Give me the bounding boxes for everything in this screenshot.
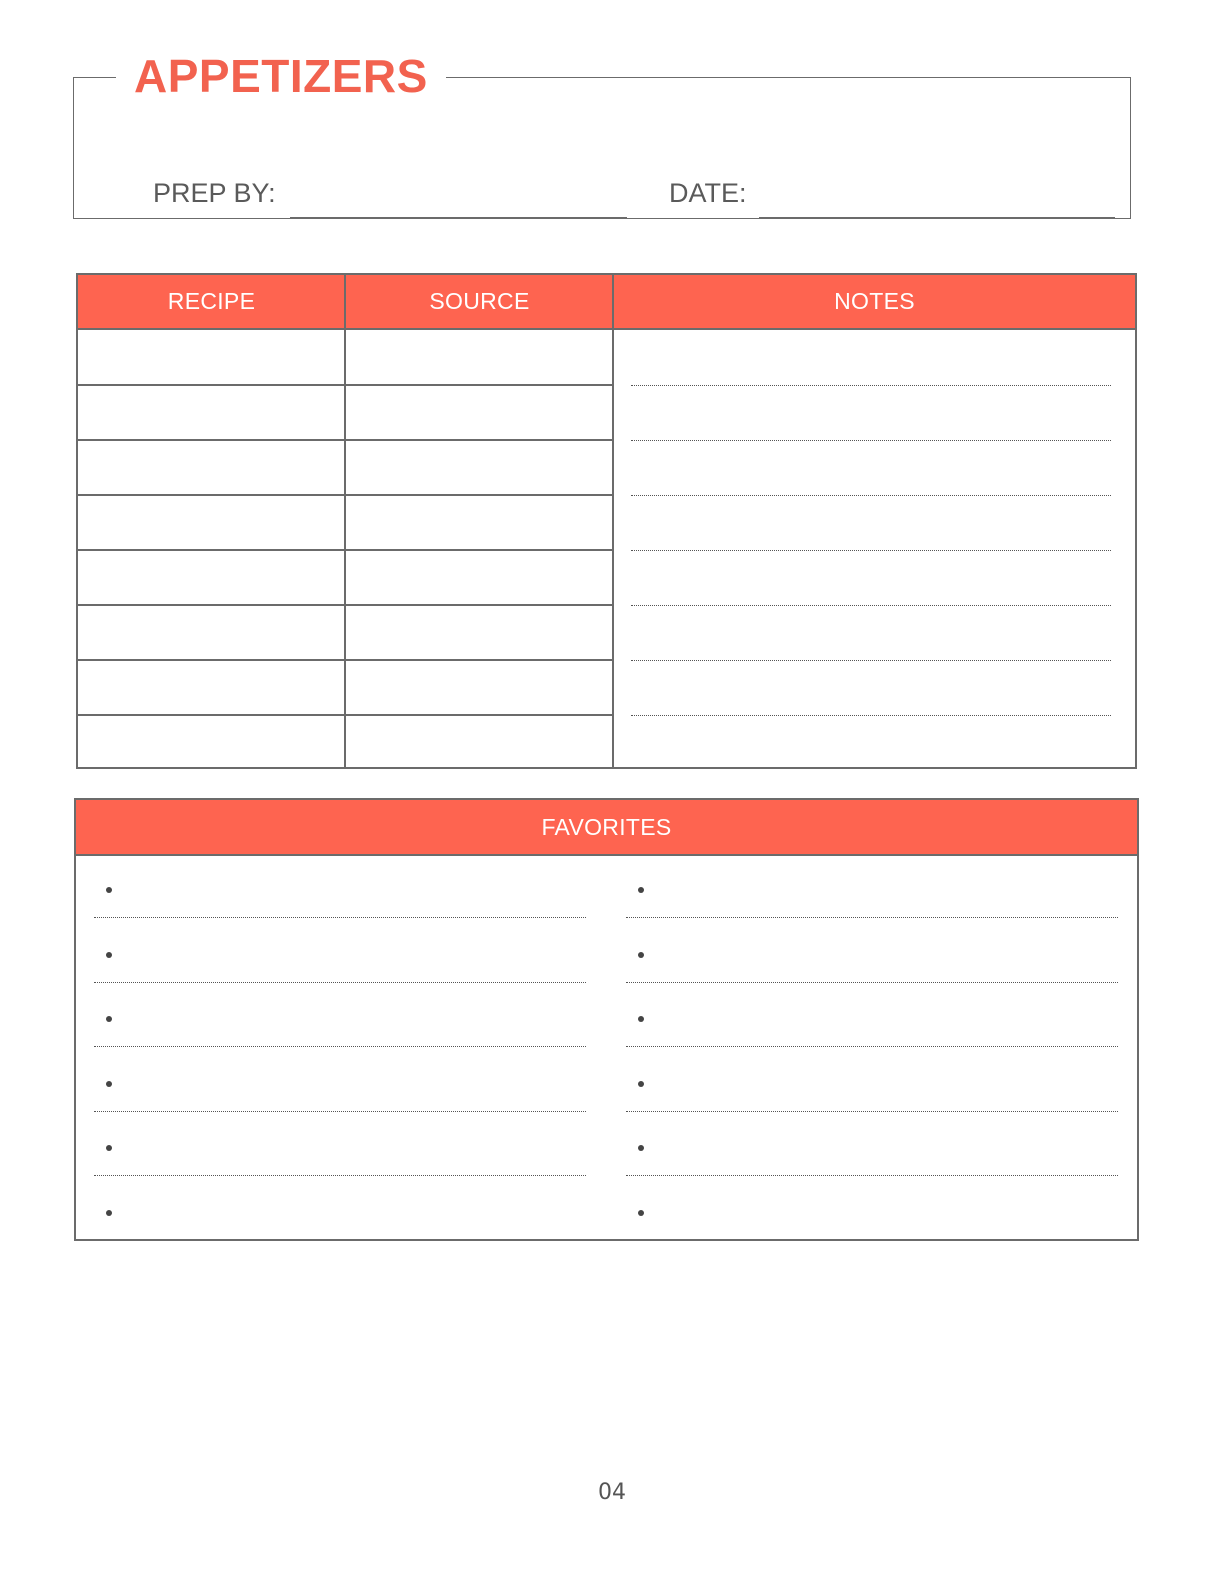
favorites-box bbox=[74, 798, 1139, 1241]
notes-line[interactable] bbox=[631, 385, 1111, 386]
favorite-bullet bbox=[638, 887, 644, 893]
favorite-line[interactable] bbox=[626, 1175, 1118, 1176]
favorite-line[interactable] bbox=[94, 1175, 586, 1176]
favorite-bullet bbox=[638, 1210, 644, 1216]
table-row-divider bbox=[78, 549, 613, 551]
favorite-bullet bbox=[106, 1210, 112, 1216]
table-row-divider bbox=[78, 714, 613, 716]
table-row-divider bbox=[78, 384, 613, 386]
table-row-divider bbox=[78, 659, 613, 661]
notes-line[interactable] bbox=[631, 550, 1111, 551]
column-divider bbox=[612, 275, 614, 767]
favorite-bullet bbox=[106, 952, 112, 958]
favorite-line[interactable] bbox=[626, 982, 1118, 983]
favorite-line[interactable] bbox=[626, 917, 1118, 918]
date-field[interactable] bbox=[759, 217, 1115, 219]
favorite-line[interactable] bbox=[626, 1046, 1118, 1047]
favorite-bullet bbox=[106, 1145, 112, 1151]
favorite-line[interactable] bbox=[94, 982, 586, 983]
table-row-divider bbox=[78, 439, 613, 441]
favorite-bullet bbox=[106, 1016, 112, 1022]
favorite-line[interactable] bbox=[94, 917, 586, 918]
prep-by-field[interactable] bbox=[290, 217, 627, 219]
favorite-bullet bbox=[638, 952, 644, 958]
favorite-line[interactable] bbox=[94, 1111, 586, 1112]
column-header-source: SOURCE bbox=[346, 275, 613, 330]
page-number: 04 bbox=[598, 1480, 626, 1505]
notes-line[interactable] bbox=[631, 605, 1111, 606]
favorites-header: FAVORITES bbox=[76, 800, 1137, 856]
favorite-bullet bbox=[638, 1081, 644, 1087]
favorite-line[interactable] bbox=[94, 1046, 586, 1047]
table-row-divider bbox=[78, 494, 613, 496]
column-header-recipe: RECIPE bbox=[78, 275, 345, 330]
favorite-line[interactable] bbox=[626, 1111, 1118, 1112]
notes-line[interactable] bbox=[631, 495, 1111, 496]
prep-by-label: PREP BY: bbox=[153, 178, 276, 208]
favorite-bullet bbox=[638, 1016, 644, 1022]
column-divider bbox=[344, 275, 346, 767]
page-title: APPETIZERS bbox=[116, 48, 446, 104]
favorite-bullet bbox=[638, 1145, 644, 1151]
recipe-table bbox=[76, 273, 1137, 769]
notes-line[interactable] bbox=[631, 440, 1111, 441]
favorite-bullet bbox=[106, 1081, 112, 1087]
column-header-notes: NOTES bbox=[614, 275, 1135, 330]
favorite-bullet bbox=[106, 887, 112, 893]
date-label: DATE: bbox=[669, 178, 747, 208]
table-row-divider bbox=[78, 604, 613, 606]
notes-line[interactable] bbox=[631, 715, 1111, 716]
notes-line[interactable] bbox=[631, 660, 1111, 661]
